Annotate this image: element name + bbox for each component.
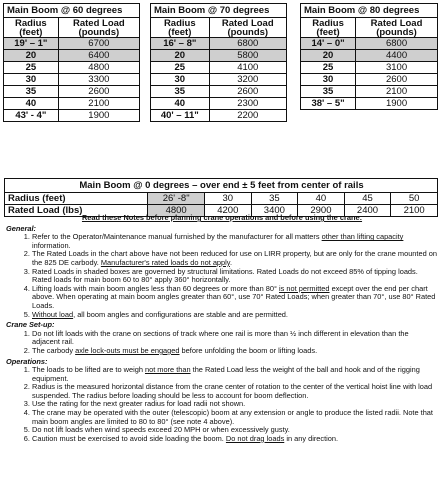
table-row: 35 2600 [4, 86, 140, 98]
table-row: 25 4100 [151, 62, 287, 74]
table-row: 35 2600 [151, 86, 287, 98]
table-title: Main Boom @ 70 degrees [151, 4, 287, 18]
boom-80-table [300, 3, 438, 110]
table-title: Main Boom @ 60 degrees [4, 4, 140, 18]
general-notes-list [6, 233, 438, 319]
list-item: 5. Without load, all boom angles and configurations are stable and are permitted. [32, 311, 438, 320]
table-row: 20 6400 [4, 50, 140, 62]
table-row: 38' – 5" 1900 [301, 98, 438, 110]
rated-load-header: Rated Load (pounds) [356, 18, 438, 38]
table-row: 30 3300 [4, 74, 140, 86]
list-item: 1. The loads to be lifted are to weigh not more than the Rated Load less the weight of the ball and hook and of the rigging equipment. [32, 366, 438, 383]
table-row: 40' – 11" 2200 [151, 110, 287, 122]
radius-header: Radius (feet) [4, 18, 59, 38]
table-title: Main Boom @ 0 degrees – over end ± 5 feet from center of rails [5, 179, 438, 193]
table-row: 43' - 4" 1900 [4, 110, 140, 122]
radius-row: Radius (feet) 26' -8" 30 35 40 45 50 [5, 193, 438, 205]
table-row: 35 2100 [301, 86, 438, 98]
radius-label: Radius (feet) [5, 193, 148, 205]
list-item: 2. Radius is the measured horizontal distance from the crane center of rotation to the center of the vertical hoist line with load suspended. The radius before loading should be less to account for boom deflection. [32, 383, 438, 400]
table-row: 30 2600 [301, 74, 438, 86]
notes-section [6, 214, 438, 443]
list-item: 6. Caution must be exercised to avoid side loading the boom. Do not drag loads in any direction. [32, 435, 438, 444]
list-item: 3. Use the rating for the next greater radius for load radii not shown. [32, 400, 438, 409]
operations-notes-list [6, 366, 438, 443]
table-row: 14' – 0" 6800 [301, 38, 438, 50]
list-item: 2. The carbody axle lock-outs must be engaged before unfolding the boom or lifting loads. [32, 347, 438, 356]
radius-header: Radius (feet) [151, 18, 210, 38]
table-row: 19' – 1" 6700 [4, 38, 140, 50]
rated-load-header: Rated Load (pounds) [58, 18, 139, 38]
rated-load-label: Rated Load (lbs) [5, 205, 148, 217]
table-row: 25 4800 [4, 62, 140, 74]
setup-notes-list [6, 330, 438, 356]
boom-60-table [3, 3, 140, 122]
list-item: 3. Rated Loads in shaded boxes are governed by structural limitations. Rated Loads do not exceed 85% of tipping loads. Rated loads for main boom 60 to 80° apply 360° horizontally. [32, 268, 438, 285]
list-item: 2. The Rated Loads in the chart above have not been reduced for use on LIRR property, but are only for the crane mounted on the 825 DE carbody. Manufacturer's rated loads do not apply. [32, 250, 438, 267]
list-item: 1. Do not lift loads with the crane on sections of track where one rail is more than ½ inch different in elevation than the adjacent rail. [32, 330, 438, 347]
list-item: 5. Do not lift loads when wind speeds exceed 20 MPH or when excessively gusty. [32, 426, 438, 435]
rated-load-row: Rated Load (lbs) 4800 4200 3400 2900 2400 2100 [5, 205, 438, 217]
table-row: 40 2300 [151, 98, 287, 110]
list-item: 1. Refer to the Operator/Maintenance manual furnished by the manufacturer for all matters other than lifting capacity information. [32, 233, 438, 250]
boom-0-table [4, 178, 438, 217]
table-row: 25 3100 [301, 62, 438, 74]
list-item: 4. The crane may be operated with the outer (telescopic) boom at any extension or angle to produce the listed radii. Note that main boom angles are limited to 80 to 80° (see note 4 above). [32, 409, 438, 426]
radius-header: Radius (feet) [301, 18, 356, 38]
table-row: 30 3200 [151, 74, 287, 86]
table-row: 20 5800 [151, 50, 287, 62]
table-row: 40 2100 [4, 98, 140, 110]
read-notes-heading: Read these Notes before planning crane operations and before using the crane: [81, 213, 363, 222]
general-heading: General: [6, 223, 36, 233]
list-item: 4. Lifting loads with main boom angles less than 60 degrees or more than 80° is not permitted except over the end per chart above. When operating at main boom angles greater than 60°, use 70° Rated Loads; when greater than 70°, use 80° Rated Loads. [32, 285, 438, 311]
table-row: 16' – 8" 6800 [151, 38, 287, 50]
rated-load-header: Rated Load (pounds) [209, 18, 286, 38]
setup-heading: Crane Set-up: [6, 320, 55, 330]
table-row: 20 4400 [301, 50, 438, 62]
operations-heading: Operations: [6, 356, 48, 366]
table-title: Main Boom @ 80 degrees [301, 4, 438, 18]
boom-70-table [150, 3, 287, 122]
